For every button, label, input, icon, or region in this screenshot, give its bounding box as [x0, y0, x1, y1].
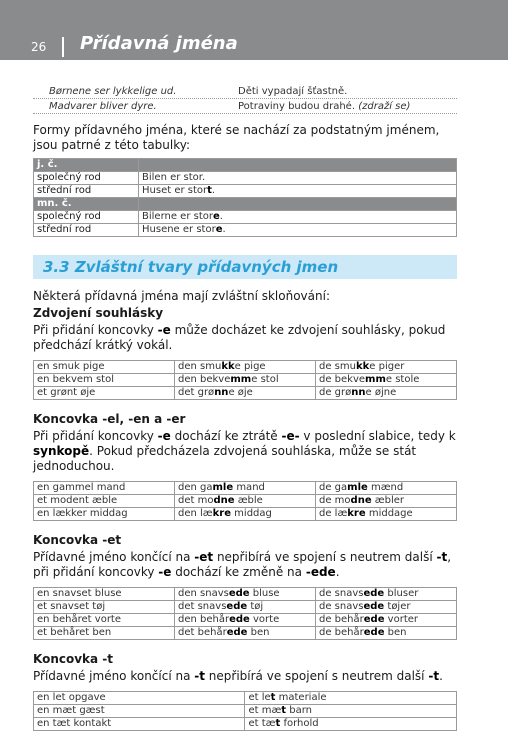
word-stem: den bekve: [178, 374, 231, 385]
example-table: [33, 587, 457, 640]
table-row: [34, 172, 457, 185]
form-table: [33, 158, 457, 237]
section-title: Zvláštní tvary přídavných jmen: [74, 258, 339, 276]
word-rest: barn: [286, 705, 313, 716]
example-table: [33, 360, 457, 400]
word-rest: middag: [231, 508, 272, 519]
page-header: [0, 0, 508, 60]
subsection-text: [33, 669, 457, 684]
table-row: [34, 692, 457, 705]
word-rest: mand: [233, 482, 265, 493]
word-ending: ede: [226, 601, 248, 612]
table-cell: [175, 495, 316, 508]
word-ending: ede: [363, 614, 385, 625]
row-label: střední rod: [34, 185, 139, 198]
section-number: 3.3: [43, 258, 70, 276]
table-cell: [34, 692, 245, 705]
table-cell: [316, 601, 457, 614]
word-ending: mm: [230, 374, 252, 385]
emphasis: -ede: [305, 565, 336, 579]
intro-paragraph: Formy přídavného jména, které se nachází za podstatným jménem, jsou patrné z této tabulky:: [33, 123, 440, 152]
table-group-header: [34, 159, 457, 172]
table-cell: [34, 705, 245, 718]
table-cell: [316, 588, 457, 601]
subsection-heading: Zdvojení souhlásky: [33, 306, 164, 320]
word-rest: middage: [365, 508, 413, 519]
word-stem: et behåret ben: [37, 627, 112, 638]
word-ending: mle: [212, 482, 234, 493]
word-rest: .: [222, 224, 226, 235]
table-cell: [34, 361, 175, 374]
word-stem: de snavs: [319, 588, 364, 599]
row-label: společný rod: [34, 211, 139, 224]
word-ending: ede: [363, 627, 385, 638]
word-ending: t: [270, 692, 276, 703]
row-label: mn. č.: [34, 198, 139, 211]
word-stem: et le: [248, 692, 271, 703]
row-label: společný rod: [34, 172, 139, 185]
word-stem: et snavset tøj: [37, 601, 106, 612]
word-rest: tøj: [247, 601, 264, 612]
subsection-heading: Koncovka -el, -en a -er: [33, 412, 186, 426]
emphasis: -e: [157, 429, 171, 443]
word-stem: en gammel mand: [37, 482, 126, 493]
word-rest: e stole: [385, 374, 420, 385]
table-cell: [175, 482, 316, 495]
word-stem: en snavset bluse: [37, 588, 122, 599]
word-stem: den læ: [178, 508, 213, 519]
table-cell: [175, 387, 316, 400]
table-cell: [34, 718, 245, 731]
word-rest: e piger: [369, 361, 405, 372]
word-stem: de mo: [319, 495, 351, 506]
table-cell: [34, 374, 175, 387]
text-run: Při přidání koncovky: [33, 429, 158, 443]
row-label: j. č.: [34, 159, 139, 172]
text-run: . Pokud předcházela zdvojená souhláska, může se stát jednoduchou.: [33, 444, 417, 473]
emphasis: -et: [194, 550, 214, 564]
example-sentences: [33, 84, 457, 114]
table-cell: [34, 387, 175, 400]
table-cell: [245, 705, 457, 718]
table-row: [34, 588, 457, 601]
word-rest: e stol: [251, 374, 279, 385]
word-ending: e: [215, 224, 223, 235]
word-stem: en let opgave: [37, 692, 106, 703]
table-cell: [34, 614, 175, 627]
text-run: v poslední slabice, tedy k: [299, 429, 456, 443]
word-stem: et modent æble: [37, 495, 118, 506]
example-czech: [238, 100, 457, 113]
table-cell: [175, 374, 316, 387]
section-heading: [33, 255, 457, 279]
table-cell: [316, 482, 457, 495]
table-row: [34, 211, 457, 224]
example-table: [33, 481, 457, 521]
table-cell: [316, 508, 457, 521]
text-run: může docházet ke zdvojení souhlásky, pokud předchází krátký vokál.: [33, 323, 446, 352]
table-cell: [34, 495, 175, 508]
word-rest: ben: [384, 627, 407, 638]
table-row: [34, 185, 457, 198]
word-rest: e øjne: [365, 387, 397, 398]
row-value: [139, 159, 457, 172]
page-content: [33, 84, 457, 731]
table-row: [34, 495, 457, 508]
example-table: [33, 691, 457, 731]
text-run: Přídavné jméno končící na: [33, 550, 195, 564]
word-ending: nn: [214, 387, 229, 398]
example-czech: [238, 85, 457, 98]
word-ending: dne: [213, 495, 235, 506]
table-row: [34, 361, 457, 374]
subsections: [33, 306, 457, 731]
word-ending: kre: [212, 508, 231, 519]
word-stem: de læ: [319, 508, 348, 519]
table-row: [34, 508, 457, 521]
emphasis: -t: [428, 669, 440, 683]
text-run: nepřibírá ve spojení s neutrem další: [213, 550, 437, 564]
table-cell: [34, 482, 175, 495]
word-rest: vorte: [249, 614, 280, 625]
text-run: dochází ke ztrátě: [170, 429, 282, 443]
table-row: [34, 718, 457, 731]
table-row: [34, 224, 457, 237]
emphasis: -e: [157, 323, 171, 337]
row-value: [139, 198, 457, 211]
subsection-heading: Koncovka -t: [33, 652, 114, 666]
word-ending: kk: [221, 361, 235, 372]
word-stem: de behår: [319, 614, 364, 625]
text-run: , při přidání koncovky: [33, 550, 452, 579]
word-stem: Bilerne er stor: [142, 211, 213, 222]
table-row: [34, 705, 457, 718]
table-cell: [245, 692, 457, 705]
word-ending: t: [281, 705, 287, 716]
word-ending: ede: [229, 614, 250, 625]
word-ending: ede: [228, 588, 250, 599]
word-stem: Bilen er stor.: [142, 172, 206, 183]
word-ending: t: [207, 185, 212, 196]
word-stem: en lækker middag: [37, 508, 128, 519]
row-value: [139, 211, 457, 224]
word-ending: dne: [350, 495, 372, 506]
word-rest: æble: [234, 495, 263, 506]
text-run: dochází ke změně na: [171, 565, 306, 579]
word-rest: æbler: [371, 495, 404, 506]
word-ending: ede: [226, 627, 248, 638]
word-stem: de grø: [319, 387, 352, 398]
word-stem: det snavs: [178, 601, 227, 612]
word-stem: en bekvem stol: [37, 374, 114, 385]
emphasis: -e-: [281, 429, 300, 443]
word-ending: kk: [355, 361, 370, 372]
word-stem: de ga: [319, 482, 348, 493]
word-stem: det behår: [178, 627, 227, 638]
table-row: [34, 601, 457, 614]
table-cell: [316, 361, 457, 374]
row-value: [139, 172, 457, 185]
table-cell: [34, 627, 175, 640]
word-ending: kre: [347, 508, 366, 519]
table-row: [34, 387, 457, 400]
word-rest: bluse: [249, 588, 280, 599]
text-run: Při přidání koncovky: [33, 323, 158, 337]
page-number: 26: [31, 40, 47, 54]
example-danish: Madvarer bliver dyre.: [49, 101, 157, 112]
word-rest: .: [211, 185, 216, 196]
table-cell: [175, 588, 316, 601]
word-ending: mm: [365, 374, 386, 385]
word-stem: Husene er stor: [142, 224, 216, 235]
word-rest: forhold: [280, 718, 319, 729]
table-group-header: [34, 198, 457, 211]
word-stem: de bekve: [319, 374, 366, 385]
table-cell: [316, 495, 457, 508]
table-cell: [34, 601, 175, 614]
word-rest: mænd: [367, 482, 404, 493]
row-value: [139, 185, 457, 198]
row-label: střední rod: [34, 224, 139, 237]
emphasis: -t: [436, 550, 448, 564]
word-ending: t: [275, 718, 281, 729]
word-stem: et grønt øje: [37, 387, 96, 398]
word-stem: den snavs: [178, 588, 229, 599]
emphasis: -e: [158, 565, 172, 579]
emphasis: -t: [194, 669, 205, 683]
word-stem: den ga: [178, 482, 213, 493]
word-ending: nn: [351, 387, 366, 398]
text-run: nepřibírá ve spojení s neutrem další: [204, 669, 429, 683]
word-stem: et tæ: [248, 718, 276, 729]
table-cell: [316, 627, 457, 640]
word-rest: tøjer: [384, 601, 411, 612]
example-row: [33, 84, 457, 99]
example-note: (zdraží se): [358, 101, 411, 112]
subsection-text: [33, 323, 457, 353]
table-cell: [175, 508, 316, 521]
word-ending: e: [212, 211, 220, 222]
word-stem: de behår: [319, 627, 364, 638]
word-rest: .: [219, 211, 223, 222]
word-stem: den smu: [178, 361, 222, 372]
word-stem: de snavs: [319, 601, 364, 612]
word-rest: ben: [247, 627, 270, 638]
subsection-text: [33, 550, 457, 580]
table-row: [34, 482, 457, 495]
word-stem: et mæ: [248, 705, 282, 716]
table-cell: [245, 718, 457, 731]
word-stem: en smuk pige: [37, 361, 105, 372]
text-run: Přídavné jméno končící na: [33, 669, 195, 683]
word-ending: ede: [363, 588, 385, 599]
emphasis: synkopě: [33, 444, 90, 458]
word-stem: en behåret vorte: [37, 614, 121, 625]
example-row: [33, 99, 457, 114]
table-row: [34, 627, 457, 640]
word-stem: Huset er stor: [142, 185, 208, 196]
table-cell: [34, 588, 175, 601]
table-cell: [316, 387, 457, 400]
example-czech-text: Potraviny budou drahé.: [238, 101, 356, 112]
table-cell: [316, 374, 457, 387]
header-divider: [62, 37, 64, 57]
word-rest: e øje: [228, 387, 253, 398]
word-stem: det grø: [178, 387, 215, 398]
subsection-text: [33, 429, 457, 474]
example-danish: Børnene ser lykkelige ud.: [49, 86, 177, 97]
text-run: .: [335, 565, 340, 579]
table-cell: [316, 614, 457, 627]
page-title: Přídavná jména: [80, 33, 238, 54]
row-value: [139, 224, 457, 237]
word-stem: en mæt gæst: [37, 705, 105, 716]
example-czech-text: Děti vypadají šťastně.: [238, 86, 348, 97]
word-stem: de smu: [319, 361, 356, 372]
subsection-heading: Koncovka -et: [33, 533, 122, 547]
word-ending: ede: [363, 601, 385, 612]
word-rest: bluser: [384, 588, 419, 599]
word-stem: det mo: [178, 495, 214, 506]
section-intro: Některá přídavná jména mají zvláštní skloňování:: [33, 289, 330, 303]
word-stem: en tæt kontakt: [37, 718, 112, 729]
text-run: .: [439, 669, 443, 683]
table-row: [34, 374, 457, 387]
word-rest: e pige: [234, 361, 266, 372]
table-cell: [175, 601, 316, 614]
table-row: [34, 614, 457, 627]
table-cell: [175, 627, 316, 640]
table-cell: [175, 614, 316, 627]
word-stem: den behår: [178, 614, 230, 625]
word-ending: mle: [347, 482, 368, 493]
word-rest: vorter: [384, 614, 419, 625]
word-rest: materiale: [275, 692, 327, 703]
table-cell: [175, 361, 316, 374]
table-cell: [34, 508, 175, 521]
